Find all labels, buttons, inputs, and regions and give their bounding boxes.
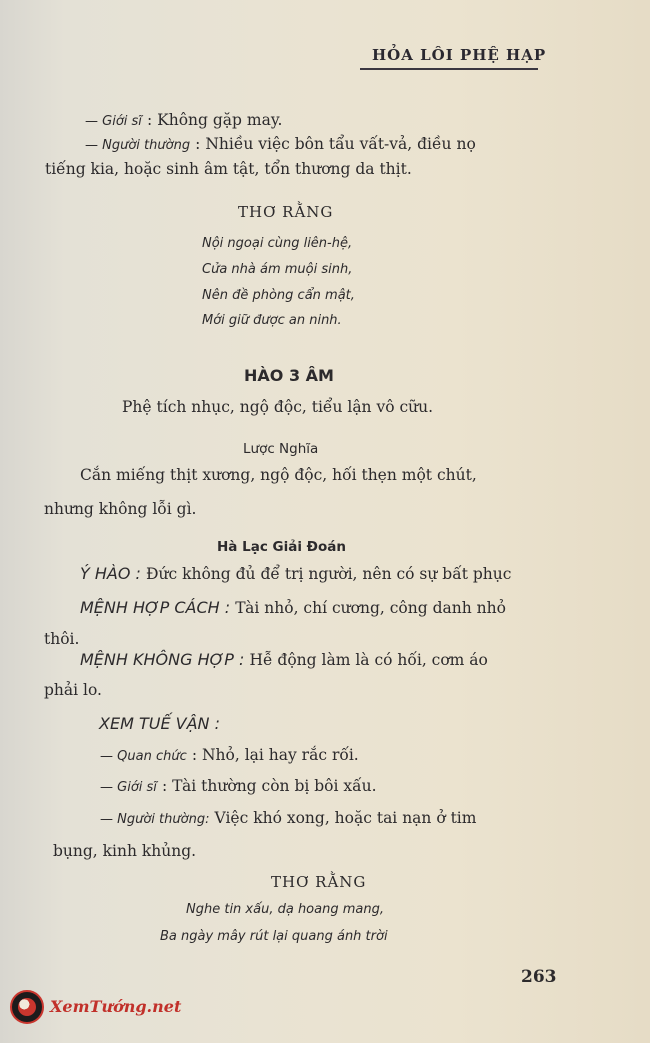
y-hao-text: Đức không đủ để trị người, nên có sự bất phục — [146, 565, 512, 583]
nguoi-thuong-label: — Người thường: — [100, 812, 210, 827]
hop-cach-cont: thôi. — [44, 630, 80, 648]
running-title: HỎA LÔI PHỆ HẠP — [372, 46, 547, 64]
poem2-line-2: Ba ngày mây rút lại quang ánh trời — [160, 929, 388, 944]
tue-van-label: XEM TUẾ VẬN : — [99, 714, 220, 733]
giai-doan-title: Hà Lạc Giải Đoán — [217, 539, 346, 555]
khong-hop-line — [80, 650, 488, 669]
hop-cach-label: MỆNH HỢP CÁCH : — [80, 598, 231, 617]
hao-quote: Phệ tích nhục, ngộ độc, tiểu lận vô cữu. — [122, 398, 434, 416]
gioi-si-line — [100, 776, 377, 795]
luoc-nghia-title: Lược Nghĩa — [243, 441, 319, 457]
poem1-line-3: Nên đề phòng cẩn mật, — [202, 288, 355, 303]
watermark-logo — [10, 990, 182, 1026]
intro-gioi-si-line — [85, 110, 282, 129]
poem1-title: THƠ RẰNG — [238, 203, 334, 221]
y-hao-label: Ý HÀO : — [80, 564, 141, 583]
header-rule — [360, 68, 538, 70]
hop-cach-line — [80, 598, 506, 617]
poem1-line-1: Nội ngoại cùng liên-hệ, — [202, 236, 353, 251]
luoc-nghia-line-1: Cắn miếng thịt xương, ngộ độc, hối thẹn một chút, — [80, 466, 477, 484]
hop-cach-text: Tài nhỏ, chí cương, công danh nhỏ — [235, 599, 506, 617]
intro-nguoi-thuong-label: — Người thường — [85, 138, 191, 153]
intro-gioi-si-label: — Giới sĩ — [85, 114, 142, 129]
intro-nguoi-thuong-text: : Nhiều việc bôn tẩu vất-vả, điều nọ — [195, 135, 476, 153]
khong-hop-cont: phải lo. — [44, 681, 102, 699]
page-number: 263 — [521, 967, 557, 987]
poem1-line-2: Cửa nhà ám muội sinh, — [202, 262, 353, 277]
nguoi-thuong-cont: bụng, kinh khủng. — [53, 842, 197, 860]
poem2-title: THƠ RẰNG — [271, 873, 367, 891]
intro-gioi-si-text: : Không gặp may. — [147, 111, 283, 129]
quan-chuc-text: : Nhỏ, lại hay rắc rối. — [191, 746, 359, 764]
nguoi-thuong-line — [100, 808, 476, 827]
khong-hop-label: MỆNH KHÔNG HỢP : — [80, 650, 245, 669]
poem2-line-1: Nghe tin xấu, dạ hoang mang, — [186, 902, 384, 917]
y-hao-line — [80, 564, 511, 583]
poem1-line-4: Mới giữ được an ninh. — [202, 313, 342, 328]
quan-chuc-label: — Quan chức — [100, 749, 187, 764]
hao-title: HÀO 3 ÂM — [244, 366, 334, 385]
gioi-si-label: — Giới sĩ — [100, 780, 157, 795]
gioi-si-text: : Tài thường còn bị bôi xấu. — [162, 777, 377, 795]
watermark-site-text: XemTướng.net — [50, 997, 182, 1016]
khong-hop-text: Hễ động làm là có hối, cơm áo — [249, 651, 488, 669]
luoc-nghia-line-2: nhưng không lỗi gì. — [44, 500, 197, 518]
nguoi-thuong-text: Việc khó xong, hoặc tai nạn ở tim — [214, 809, 477, 827]
yin-yang-icon — [10, 990, 44, 1024]
intro-nguoi-thuong-line — [85, 134, 476, 153]
quan-chuc-line — [100, 745, 359, 764]
intro-nguoi-thuong-cont: tiếng kia, hoặc sinh âm tật, tổn thương da thịt. — [45, 160, 412, 178]
